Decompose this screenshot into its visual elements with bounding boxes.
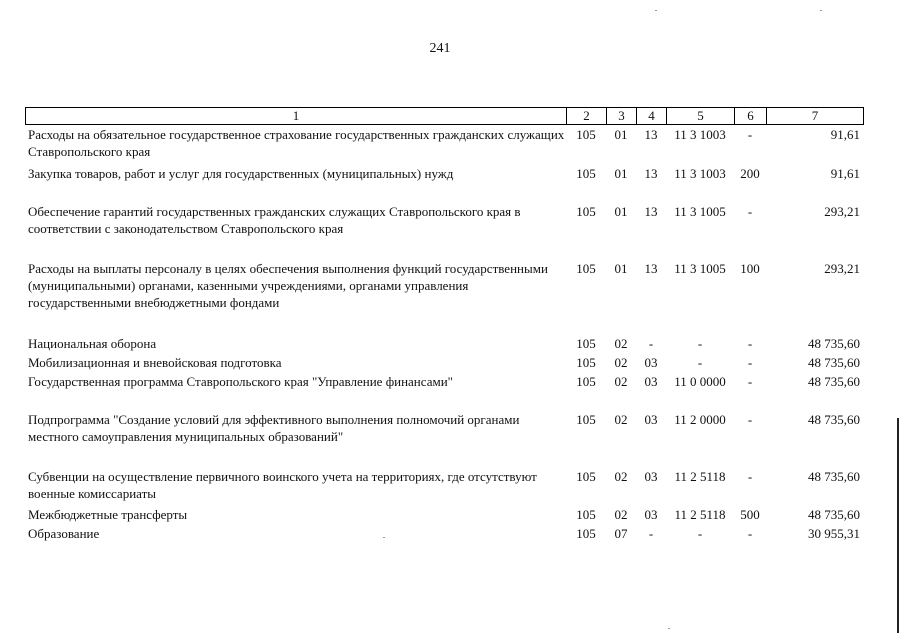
row-description: Подпрограмма "Создание условий для эффективного выполнения полномочий органами местного самоуправления муниципальных образований": [28, 412, 520, 444]
row-amount: 48 735,60: [808, 374, 860, 389]
row-col6: -: [747, 412, 753, 427]
scan-speck: [820, 10, 822, 11]
row-col4: 13: [644, 166, 658, 181]
row-col6: -: [747, 204, 753, 219]
row-col4: 03: [644, 507, 658, 522]
scan-speck: [668, 628, 670, 629]
scan-speck: [655, 10, 657, 11]
row-col5: 11 2 5118: [674, 469, 726, 484]
row-col2: 105: [576, 261, 596, 276]
row-col4: 13: [644, 204, 658, 219]
row-col5: -: [697, 355, 703, 370]
row-col3: 01: [614, 204, 628, 219]
row-description: Образование: [28, 526, 100, 541]
row-amount: 293,21: [824, 204, 860, 219]
row-amount: 91,61: [830, 166, 860, 181]
row-col5: -: [697, 526, 703, 541]
row-col2: 105: [576, 374, 596, 389]
header-cell: 7: [766, 107, 864, 125]
row-col5: 11 3 1005: [674, 204, 726, 219]
row-col2: 105: [576, 526, 596, 541]
row-col3: 02: [614, 336, 628, 351]
row-col4: 03: [644, 469, 658, 484]
row-col2: 105: [576, 166, 596, 181]
row-col3: 01: [614, 127, 628, 142]
row-description: Расходы на обязательное государственное страхование государственных гражданских служащих Ставропольского края: [28, 127, 565, 159]
row-col6: -: [747, 336, 753, 351]
row-col6: 100: [740, 261, 760, 276]
row-col2: 105: [576, 355, 596, 370]
row-col6: 200: [740, 166, 760, 181]
header-cell: 6: [734, 107, 766, 125]
header-cell: 3: [606, 107, 636, 125]
row-col5: 11 0 0000: [674, 374, 726, 389]
row-col2: 105: [576, 127, 596, 142]
row-amount: 48 735,60: [808, 355, 860, 370]
row-description: Обеспечение гарантий государственных гражданских служащих Ставропольского края в соответствии с законодательством Ставропольского края: [28, 204, 521, 236]
row-amount: 48 735,60: [808, 412, 860, 427]
row-description: Государственная программа Ставропольского края "Управление финансами": [28, 374, 453, 389]
row-col5: 11 3 1003: [674, 166, 726, 181]
header-cell: 2: [566, 107, 606, 125]
header-cell: 5: [666, 107, 734, 125]
row-amount: 293,21: [824, 261, 860, 276]
row-col6: -: [747, 127, 753, 142]
row-col2: 105: [576, 204, 596, 219]
row-col5: 11 2 0000: [674, 412, 726, 427]
row-amount: 91,61: [830, 127, 860, 142]
row-col3: 02: [614, 412, 628, 427]
scan-speck: [383, 537, 385, 538]
row-col3: 01: [614, 261, 628, 276]
row-col3: 02: [614, 374, 628, 389]
row-col5: 11 3 1005: [674, 261, 726, 276]
row-col6: -: [747, 526, 753, 541]
row-col6: -: [747, 374, 753, 389]
row-col4: 03: [644, 355, 658, 370]
row-col4: -: [648, 526, 654, 541]
header-cell: 1: [25, 107, 566, 125]
row-col4: 13: [644, 261, 658, 276]
row-amount: 30 955,31: [808, 526, 860, 541]
row-col6: -: [747, 355, 753, 370]
row-col3: 02: [614, 469, 628, 484]
header-cell: 4: [636, 107, 666, 125]
row-col2: 105: [576, 507, 596, 522]
row-col4: 13: [644, 127, 658, 142]
row-col4: 03: [644, 374, 658, 389]
row-col3: 07: [614, 526, 628, 541]
row-amount: 48 735,60: [808, 507, 860, 522]
row-col5: -: [697, 336, 703, 351]
row-col5: 11 2 5118: [674, 507, 726, 522]
row-description: Межбюджетные трансферты: [28, 507, 188, 522]
row-col4: 03: [644, 412, 658, 427]
row-col6: -: [747, 469, 753, 484]
row-col5: 11 3 1003: [674, 127, 726, 142]
row-col2: 105: [576, 412, 596, 427]
row-amount: 48 735,60: [808, 469, 860, 484]
row-description: Расходы на выплаты персоналу в целях обеспечения выполнения функций государственными (муниципальными) органами, казенными учреждениями, органами управления государственными внебюджетными фондами: [28, 261, 548, 310]
row-col3: 01: [614, 166, 628, 181]
row-description: Мобилизационная и вневойсковая подготовка: [28, 355, 282, 370]
row-col3: 02: [614, 507, 628, 522]
row-col3: 02: [614, 355, 628, 370]
row-amount: 48 735,60: [808, 336, 860, 351]
row-col2: 105: [576, 469, 596, 484]
row-description: Национальная оборона: [28, 336, 157, 351]
row-col4: -: [648, 336, 654, 351]
scan-margin-line: [897, 418, 899, 633]
row-col2: 105: [576, 336, 596, 351]
row-description: Субвенции на осуществление первичного воинского учета на территориях, где отсутствуют военные комиссариаты: [28, 469, 537, 501]
page-number: 241: [429, 41, 451, 56]
row-description: Закупка товаров, работ и услуг для государственных (муниципальных) нужд: [28, 166, 454, 181]
row-col6: 500: [740, 507, 760, 522]
